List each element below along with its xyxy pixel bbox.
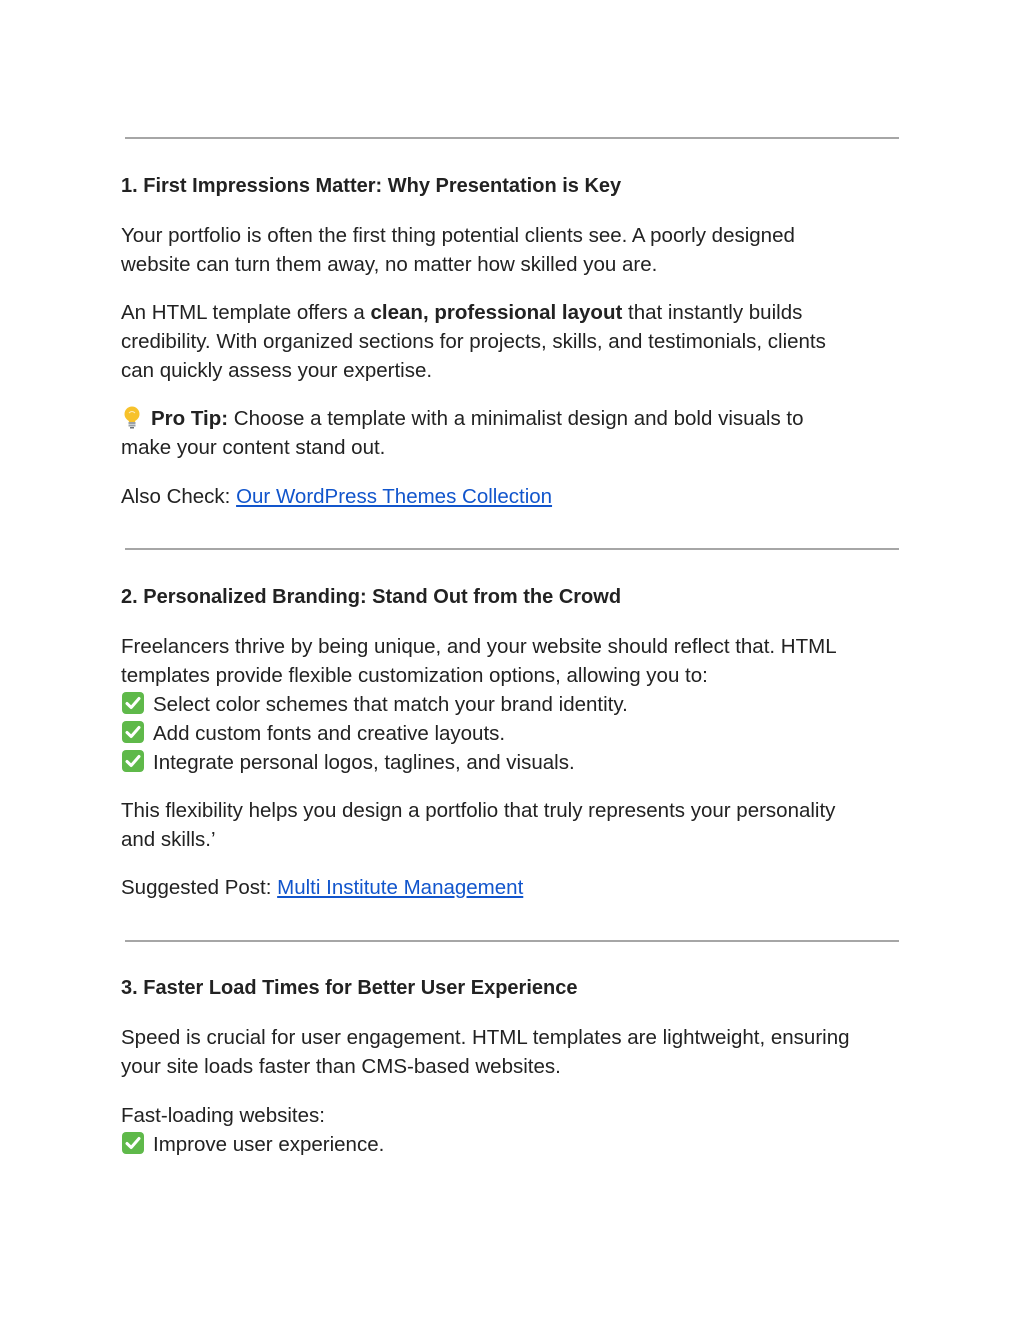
text-line: Speed is crucial for user engagement. HTML templates are lightweight, ensuring — [121, 1026, 850, 1049]
section-2-paragraph-1 — [121, 632, 911, 777]
text-line — [121, 873, 911, 902]
text-line: make your content stand out. — [121, 436, 386, 459]
text-run: Choose a template with a minimalist design and bold visuals to — [228, 407, 804, 430]
text-line: templates provide flexible customization options, allowing you to: — [121, 664, 708, 687]
checklist-text: Select color schemes that match your brand identity. — [153, 693, 628, 716]
lightbulb-icon — [121, 405, 143, 429]
checklist-text: Add custom fonts and creative layouts. — [153, 722, 506, 745]
checklist-item — [121, 1130, 911, 1159]
checklist-text: Integrate personal logos, taglines, and visuals. — [153, 751, 575, 774]
text-line: Freelancers thrive by being unique, and your website should reflect that. HTML — [121, 635, 837, 658]
text-line — [121, 482, 911, 511]
check-mark-icon — [121, 720, 145, 744]
section-3-paragraph-1 — [121, 1023, 911, 1081]
pro-tip-label: Pro Tip: — [151, 407, 229, 430]
text-run: An HTML template offers a — [121, 301, 371, 324]
section-1-heading: 1. First Impressions Matter: Why Presentation is Key — [121, 175, 622, 197]
text-line — [121, 298, 911, 327]
section-divider — [125, 548, 899, 550]
check-mark-icon — [121, 749, 145, 773]
section-divider — [125, 940, 899, 942]
also-check-line — [121, 482, 911, 511]
text-run: that instantly builds — [622, 301, 803, 324]
check-mark-icon — [121, 1131, 145, 1155]
checklist-item — [121, 748, 911, 777]
text-line: can quickly assess your expertise. — [121, 359, 433, 382]
text-line: Fast-loading websites: — [121, 1104, 325, 1127]
section-1-paragraph-2 — [121, 298, 911, 385]
suggested-post-prefix: Suggested Post: — [121, 876, 278, 899]
section-2-heading: 2. Personalized Branding: Stand Out from the Crowd — [121, 586, 622, 608]
multi-institute-link[interactable]: Multi Institute Management — [277, 876, 524, 899]
text-line: website can turn them away, no matter how skilled you are. — [121, 253, 658, 276]
pro-tip — [121, 404, 911, 462]
check-mark-icon — [121, 691, 145, 715]
section-2-paragraph-2 — [121, 796, 911, 854]
section-3-heading: 3. Faster Load Times for Better User Experience — [121, 977, 578, 999]
text-line: Your portfolio is often the first thing potential clients see. A poorly designed — [121, 224, 795, 247]
checklist-item — [121, 690, 911, 719]
checklist-item — [121, 719, 911, 748]
section-1-paragraph-1 — [121, 221, 911, 279]
bold-phrase: clean, professional layout — [370, 301, 623, 324]
wordpress-themes-link[interactable]: Our WordPress Themes Collection — [236, 485, 553, 508]
text-line: and skills.’ — [121, 828, 216, 851]
text-line — [121, 404, 911, 433]
text-line: This flexibility helps you design a portfolio that truly represents your personality — [121, 799, 836, 822]
also-check-prefix: Also Check: — [121, 485, 237, 508]
suggested-post-line — [121, 873, 911, 902]
text-line: credibility. With organized sections for projects, skills, and testimonials, clients — [121, 330, 826, 353]
section-3-paragraph-2 — [121, 1101, 911, 1159]
section-divider — [125, 137, 899, 139]
text-line: your site loads faster than CMS-based websites. — [121, 1055, 561, 1078]
checklist-text: Improve user experience. — [153, 1133, 385, 1156]
